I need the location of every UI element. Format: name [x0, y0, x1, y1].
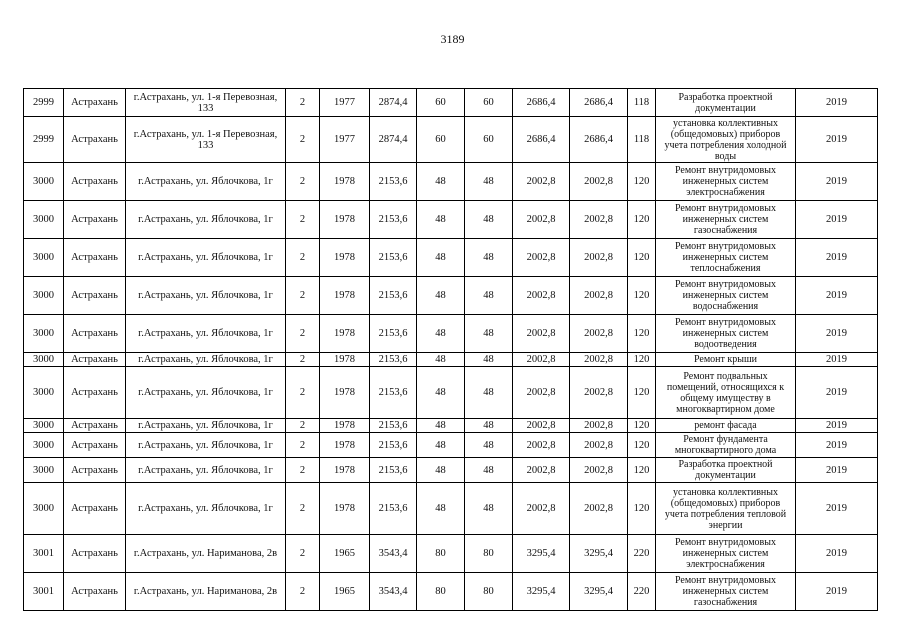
- cell-record-id: 2999: [24, 89, 64, 117]
- cell-count-b: 48: [465, 458, 513, 483]
- cell-floors: 2: [286, 239, 320, 277]
- cell-record-id: 3000: [24, 277, 64, 315]
- cell-plan-year: 2019: [796, 535, 878, 573]
- cell-built-year: 1965: [320, 535, 370, 573]
- cell-area-a: 3295,4: [513, 535, 570, 573]
- cell-floors: 2: [286, 458, 320, 483]
- cell-plan-year: 2019: [796, 367, 878, 419]
- page-number: 3189: [440, 32, 465, 46]
- cell-area-b: 2002,8: [570, 201, 628, 239]
- cell-residents: 120: [628, 419, 656, 433]
- cell-address: г.Астрахань, ул. 1-я Перевозная, 133: [126, 117, 286, 163]
- cell-total-area: 2153,6: [370, 419, 417, 433]
- cell-plan-year: 2019: [796, 433, 878, 458]
- cell-count-b: 48: [465, 483, 513, 535]
- cell-residents: 118: [628, 89, 656, 117]
- table-row: [24, 201, 878, 239]
- cell-record-id: 3000: [24, 163, 64, 201]
- table-row: [24, 277, 878, 315]
- cell-city: Астрахань: [64, 163, 126, 201]
- cell-city: Астрахань: [64, 201, 126, 239]
- cell-count-b: 48: [465, 163, 513, 201]
- cell-record-id: 3000: [24, 458, 64, 483]
- cell-area-a: 2686,4: [513, 117, 570, 163]
- table-row: [24, 117, 878, 163]
- cell-work-type: Ремонт внутридомовых инженерных систем электроснабжения: [656, 163, 796, 201]
- cell-city: Астрахань: [64, 89, 126, 117]
- cell-address: г.Астрахань, ул. Яблочкова, 1г: [126, 315, 286, 353]
- table-row: [24, 239, 878, 277]
- cell-work-type: Разработка проектной документации: [656, 458, 796, 483]
- table-row: [24, 89, 878, 117]
- cell-count-a: 48: [417, 419, 465, 433]
- cell-plan-year: 2019: [796, 239, 878, 277]
- cell-area-b: 2002,8: [570, 315, 628, 353]
- cell-total-area: 2153,6: [370, 367, 417, 419]
- cell-area-b: 2002,8: [570, 483, 628, 535]
- cell-residents: 120: [628, 353, 656, 367]
- cell-address: г.Астрахань, ул. Яблочкова, 1г: [126, 433, 286, 458]
- cell-built-year: 1978: [320, 367, 370, 419]
- cell-city: Астрахань: [64, 277, 126, 315]
- cell-plan-year: 2019: [796, 89, 878, 117]
- cell-area-b: 3295,4: [570, 573, 628, 611]
- cell-floors: 2: [286, 89, 320, 117]
- table-row: [24, 367, 878, 419]
- table-row: [24, 458, 878, 483]
- cell-count-a: 48: [417, 483, 465, 535]
- cell-built-year: 1978: [320, 483, 370, 535]
- cell-plan-year: 2019: [796, 163, 878, 201]
- cell-address: г.Астрахань, ул. Яблочкова, 1г: [126, 277, 286, 315]
- cell-area-b: 2686,4: [570, 89, 628, 117]
- cell-floors: 2: [286, 573, 320, 611]
- cell-total-area: 2874,4: [370, 89, 417, 117]
- cell-count-b: 48: [465, 277, 513, 315]
- cell-record-id: 3001: [24, 535, 64, 573]
- table-row: [24, 163, 878, 201]
- cell-floors: 2: [286, 535, 320, 573]
- cell-count-b: 80: [465, 535, 513, 573]
- cell-residents: 118: [628, 117, 656, 163]
- cell-built-year: 1978: [320, 419, 370, 433]
- cell-total-area: 2153,6: [370, 433, 417, 458]
- cell-count-a: 48: [417, 201, 465, 239]
- cell-record-id: 3000: [24, 353, 64, 367]
- cell-floors: 2: [286, 483, 320, 535]
- cell-area-a: 2002,8: [513, 367, 570, 419]
- cell-record-id: 2999: [24, 117, 64, 163]
- cell-plan-year: 2019: [796, 353, 878, 367]
- cell-area-a: 2686,4: [513, 89, 570, 117]
- cell-floors: 2: [286, 433, 320, 458]
- cell-count-b: 48: [465, 353, 513, 367]
- cell-floors: 2: [286, 419, 320, 433]
- cell-work-type: установка коллективных (общедомовых) приборов учета потребления холодной воды: [656, 117, 796, 163]
- cell-count-b: 48: [465, 419, 513, 433]
- cell-work-type: Ремонт внутридомовых инженерных систем газоснабжения: [656, 201, 796, 239]
- cell-count-a: 60: [417, 89, 465, 117]
- cell-count-a: 48: [417, 353, 465, 367]
- table-row: [24, 483, 878, 535]
- cell-count-a: 48: [417, 315, 465, 353]
- cell-work-type: Ремонт внутридомовых инженерных систем водоснабжения: [656, 277, 796, 315]
- cell-city: Астрахань: [64, 433, 126, 458]
- cell-count-b: 48: [465, 433, 513, 458]
- cell-work-type: Ремонт внутридомовых инженерных систем теплоснабжения: [656, 239, 796, 277]
- cell-record-id: 3000: [24, 201, 64, 239]
- cell-area-b: 2686,4: [570, 117, 628, 163]
- cell-area-b: 2002,8: [570, 163, 628, 201]
- cell-work-type: Ремонт внутридомовых инженерных систем газоснабжения: [656, 573, 796, 611]
- cell-floors: 2: [286, 277, 320, 315]
- cell-count-a: 48: [417, 458, 465, 483]
- cell-residents: 120: [628, 483, 656, 535]
- cell-total-area: 2153,6: [370, 458, 417, 483]
- cell-area-a: 2002,8: [513, 277, 570, 315]
- cell-count-a: 60: [417, 117, 465, 163]
- cell-address: г.Астрахань, ул. Яблочкова, 1г: [126, 483, 286, 535]
- table-body: [24, 89, 878, 611]
- cell-built-year: 1978: [320, 353, 370, 367]
- cell-record-id: 3001: [24, 573, 64, 611]
- cell-total-area: 3543,4: [370, 573, 417, 611]
- cell-residents: 120: [628, 277, 656, 315]
- cell-floors: 2: [286, 163, 320, 201]
- cell-work-type: установка коллективных (общедомовых) приборов учета потребления тепловой энергии: [656, 483, 796, 535]
- cell-residents: 120: [628, 163, 656, 201]
- cell-total-area: 2153,6: [370, 239, 417, 277]
- cell-city: Астрахань: [64, 573, 126, 611]
- cell-built-year: 1977: [320, 89, 370, 117]
- cell-address: г.Астрахань, ул. Нариманова, 2в: [126, 535, 286, 573]
- cell-city: Астрахань: [64, 367, 126, 419]
- cell-plan-year: 2019: [796, 458, 878, 483]
- cell-built-year: 1978: [320, 315, 370, 353]
- cell-built-year: 1977: [320, 117, 370, 163]
- cell-built-year: 1978: [320, 201, 370, 239]
- cell-work-type: Разработка проектной документации: [656, 89, 796, 117]
- cell-residents: 120: [628, 201, 656, 239]
- cell-area-a: 2002,8: [513, 163, 570, 201]
- cell-area-b: 2002,8: [570, 239, 628, 277]
- cell-count-a: 48: [417, 433, 465, 458]
- cell-residents: 120: [628, 315, 656, 353]
- cell-area-b: 2002,8: [570, 277, 628, 315]
- cell-area-a: 2002,8: [513, 201, 570, 239]
- cell-area-a: 2002,8: [513, 239, 570, 277]
- cell-floors: 2: [286, 117, 320, 163]
- cell-work-type: ремонт фасада: [656, 419, 796, 433]
- cell-built-year: 1978: [320, 433, 370, 458]
- cell-built-year: 1978: [320, 277, 370, 315]
- cell-city: Астрахань: [64, 458, 126, 483]
- table-row: [24, 315, 878, 353]
- cell-record-id: 3000: [24, 315, 64, 353]
- cell-residents: 120: [628, 367, 656, 419]
- cell-floors: 2: [286, 315, 320, 353]
- cell-area-b: 3295,4: [570, 535, 628, 573]
- cell-record-id: 3000: [24, 367, 64, 419]
- cell-residents: 120: [628, 239, 656, 277]
- table-row: [24, 573, 878, 611]
- cell-total-area: 3543,4: [370, 535, 417, 573]
- cell-plan-year: 2019: [796, 419, 878, 433]
- cell-address: г.Астрахань, ул. Яблочкова, 1г: [126, 353, 286, 367]
- cell-area-a: 2002,8: [513, 419, 570, 433]
- cell-area-a: 2002,8: [513, 483, 570, 535]
- cell-floors: 2: [286, 201, 320, 239]
- housing-registry-table: [23, 88, 878, 611]
- cell-plan-year: 2019: [796, 573, 878, 611]
- cell-work-type: Ремонт крыши: [656, 353, 796, 367]
- cell-address: г.Астрахань, ул. Яблочкова, 1г: [126, 239, 286, 277]
- cell-area-a: 3295,4: [513, 573, 570, 611]
- cell-city: Астрахань: [64, 419, 126, 433]
- cell-count-b: 48: [465, 239, 513, 277]
- cell-area-b: 2002,8: [570, 458, 628, 483]
- cell-residents: 120: [628, 433, 656, 458]
- cell-built-year: 1978: [320, 458, 370, 483]
- cell-area-a: 2002,8: [513, 433, 570, 458]
- cell-plan-year: 2019: [796, 483, 878, 535]
- cell-plan-year: 2019: [796, 315, 878, 353]
- cell-address: г.Астрахань, ул. Яблочкова, 1г: [126, 163, 286, 201]
- table-row: [24, 419, 878, 433]
- cell-city: Астрахань: [64, 483, 126, 535]
- cell-built-year: 1978: [320, 163, 370, 201]
- cell-count-b: 48: [465, 315, 513, 353]
- cell-built-year: 1965: [320, 573, 370, 611]
- cell-count-b: 48: [465, 201, 513, 239]
- cell-count-a: 48: [417, 163, 465, 201]
- cell-total-area: 2153,6: [370, 315, 417, 353]
- cell-city: Астрахань: [64, 117, 126, 163]
- cell-address: г.Астрахань, ул. Яблочкова, 1г: [126, 201, 286, 239]
- cell-work-type: Ремонт подвальных помещений, относящихся к общему имуществу в многоквартирном доме: [656, 367, 796, 419]
- cell-work-type: Ремонт внутридомовых инженерных систем водоотведения: [656, 315, 796, 353]
- cell-count-b: 60: [465, 89, 513, 117]
- cell-city: Астрахань: [64, 239, 126, 277]
- cell-record-id: 3000: [24, 433, 64, 458]
- cell-work-type: Ремонт фундамента многоквартирного дома: [656, 433, 796, 458]
- cell-plan-year: 2019: [796, 201, 878, 239]
- cell-residents: 220: [628, 573, 656, 611]
- cell-area-b: 2002,8: [570, 367, 628, 419]
- cell-area-a: 2002,8: [513, 458, 570, 483]
- cell-total-area: 2874,4: [370, 117, 417, 163]
- cell-count-b: 80: [465, 573, 513, 611]
- cell-area-b: 2002,8: [570, 419, 628, 433]
- cell-address: г.Астрахань, ул. Яблочкова, 1г: [126, 458, 286, 483]
- cell-built-year: 1978: [320, 239, 370, 277]
- cell-city: Астрахань: [64, 353, 126, 367]
- cell-plan-year: 2019: [796, 117, 878, 163]
- table-row: [24, 535, 878, 573]
- cell-address: г.Астрахань, ул. 1-я Перевозная, 133: [126, 89, 286, 117]
- cell-count-b: 60: [465, 117, 513, 163]
- cell-total-area: 2153,6: [370, 163, 417, 201]
- cell-count-a: 48: [417, 239, 465, 277]
- cell-floors: 2: [286, 367, 320, 419]
- cell-total-area: 2153,6: [370, 277, 417, 315]
- cell-area-a: 2002,8: [513, 353, 570, 367]
- cell-area-b: 2002,8: [570, 433, 628, 458]
- cell-floors: 2: [286, 353, 320, 367]
- cell-plan-year: 2019: [796, 277, 878, 315]
- cell-work-type: Ремонт внутридомовых инженерных систем электроснабжения: [656, 535, 796, 573]
- cell-area-a: 2002,8: [513, 315, 570, 353]
- cell-address: г.Астрахань, ул. Яблочкова, 1г: [126, 419, 286, 433]
- cell-count-a: 80: [417, 535, 465, 573]
- cell-record-id: 3000: [24, 483, 64, 535]
- cell-count-b: 48: [465, 367, 513, 419]
- cell-address: г.Астрахань, ул. Яблочкова, 1г: [126, 367, 286, 419]
- cell-count-a: 48: [417, 367, 465, 419]
- cell-residents: 220: [628, 535, 656, 573]
- cell-count-a: 48: [417, 277, 465, 315]
- table-row: [24, 433, 878, 458]
- cell-total-area: 2153,6: [370, 201, 417, 239]
- cell-record-id: 3000: [24, 239, 64, 277]
- cell-residents: 120: [628, 458, 656, 483]
- cell-count-a: 80: [417, 573, 465, 611]
- table-row: [24, 353, 878, 367]
- cell-total-area: 2153,6: [370, 353, 417, 367]
- cell-area-b: 2002,8: [570, 353, 628, 367]
- cell-address: г.Астрахань, ул. Нариманова, 2в: [126, 573, 286, 611]
- cell-city: Астрахань: [64, 315, 126, 353]
- cell-city: Астрахань: [64, 535, 126, 573]
- cell-total-area: 2153,6: [370, 483, 417, 535]
- cell-record-id: 3000: [24, 419, 64, 433]
